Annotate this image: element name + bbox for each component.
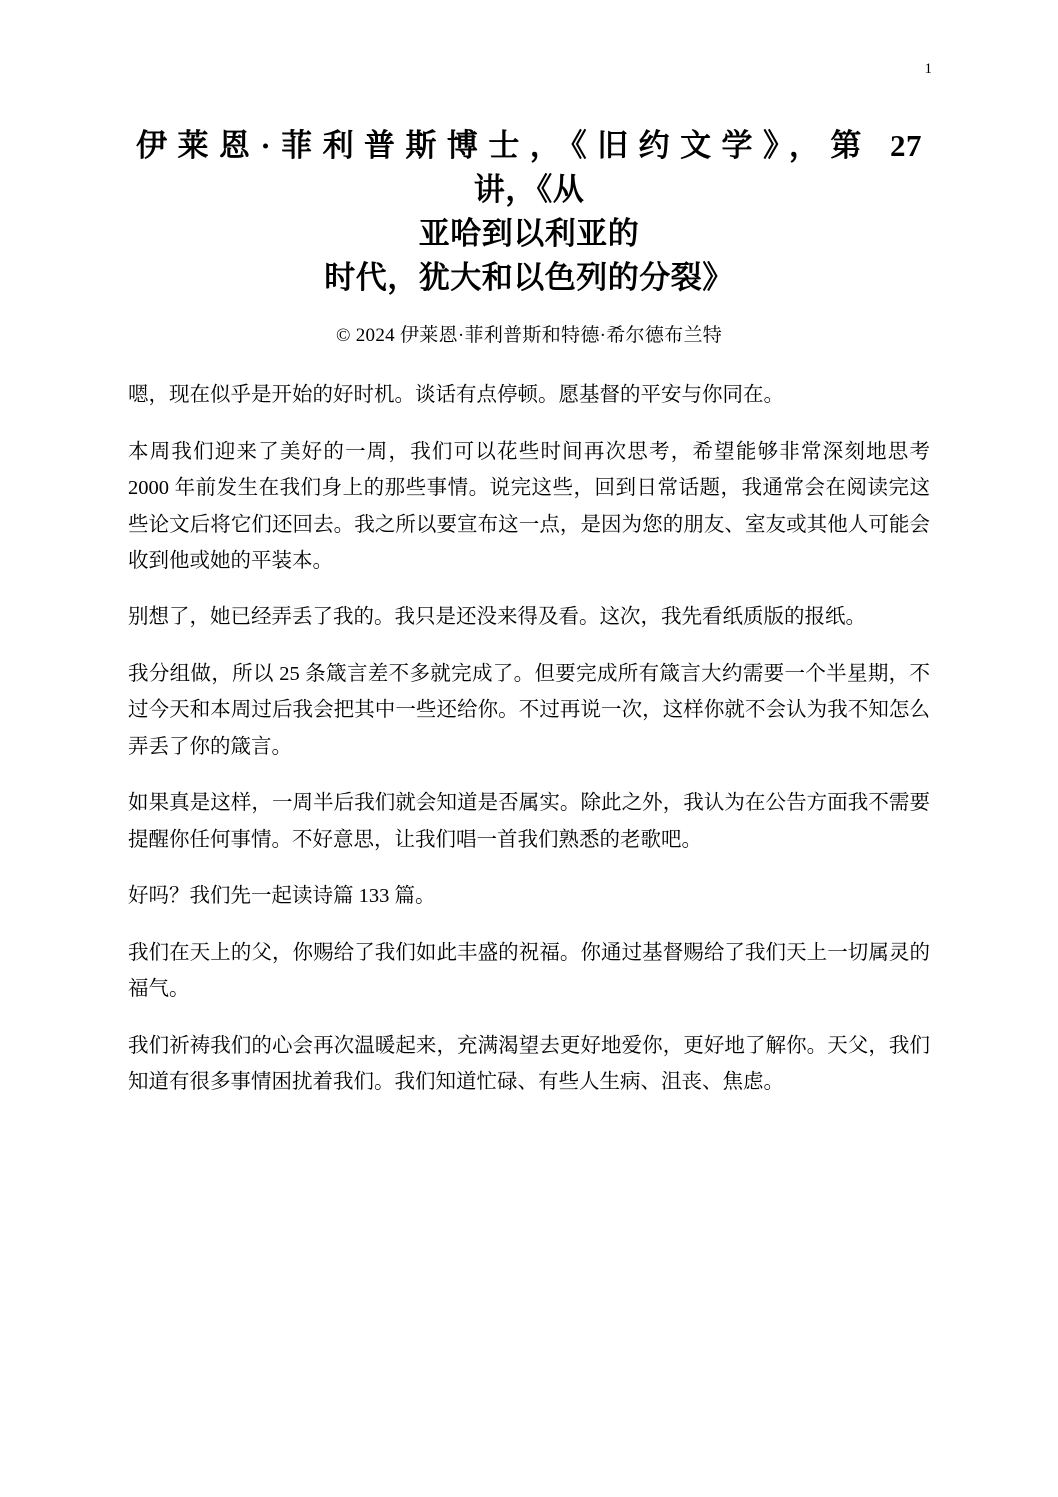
paragraph: 如果真是这样，一周半后我们就会知道是否属实。除此之外，我认为在公告方面我不需要提醒你任何事情。不好意思，让我们唱一首我们熟悉的老歌吧。 bbox=[128, 792, 930, 851]
paragraph: 我分组做，所以 25 条箴言差不多就完成了。但要完成所有箴言大约需要一个半星期，不过今天和本周过后我会把其中一些还给你。不过再说一次，这样你就不会认为我不知怎么弄丢了你的箴言。 bbox=[128, 662, 930, 758]
paragraph: 好吗？我们先一起读诗篇 133 篇。 bbox=[128, 885, 436, 908]
page-number: 1 bbox=[924, 61, 932, 77]
paragraph: 我们祈祷我们的心会再次温暖起来，充满渴望去更好地爱你，更好地了解你。天父，我们知道有很多事情困扰着我们。我们知道忙碌、有些人生病、沮丧、焦虑。 bbox=[128, 1034, 930, 1094]
title-line-3: 亚哈到以利亚的 bbox=[418, 216, 640, 252]
paragraph: 嗯，现在似乎是开始的好时机。谈话有点停顿。愿基督的平安与你同在。 bbox=[128, 384, 784, 407]
paragraph: 我们在天上的父，你赐给了我们如此丰盛的祝福。你通过基督赐给了我们天上一切属灵的福气。 bbox=[128, 941, 930, 1001]
document-body bbox=[128, 377, 930, 1101]
document-title bbox=[128, 124, 930, 300]
copyright-notice: © 2024 伊莱恩·菲利普斯和特德·希尔德布兰特 bbox=[335, 325, 723, 347]
title-line-4: 时代，犹大和以色列的分裂》 bbox=[324, 260, 734, 296]
title-line-2: 讲，《从 bbox=[473, 172, 585, 208]
paragraph: 别想了，她已经弄丢了我的。我只是还没来得及看。这次，我先看纸质版的报纸。 bbox=[128, 606, 866, 629]
paragraph: 本周我们迎来了美好的一周，我们可以花些时间再次思考，希望能够非常深刻地思考 2000 年前发生在我们身上的那些事情。说完这些，回到日常话题，我通常会在阅读完这些论文后将它们还回去。我之所以要宣布这一点，是因为您的朋友、室友或其他人可能会收到他或她的平装本。 bbox=[128, 440, 930, 572]
title-line-1: 伊莱恩·菲利普斯博士，《旧约文学》，第 27 bbox=[136, 128, 922, 163]
